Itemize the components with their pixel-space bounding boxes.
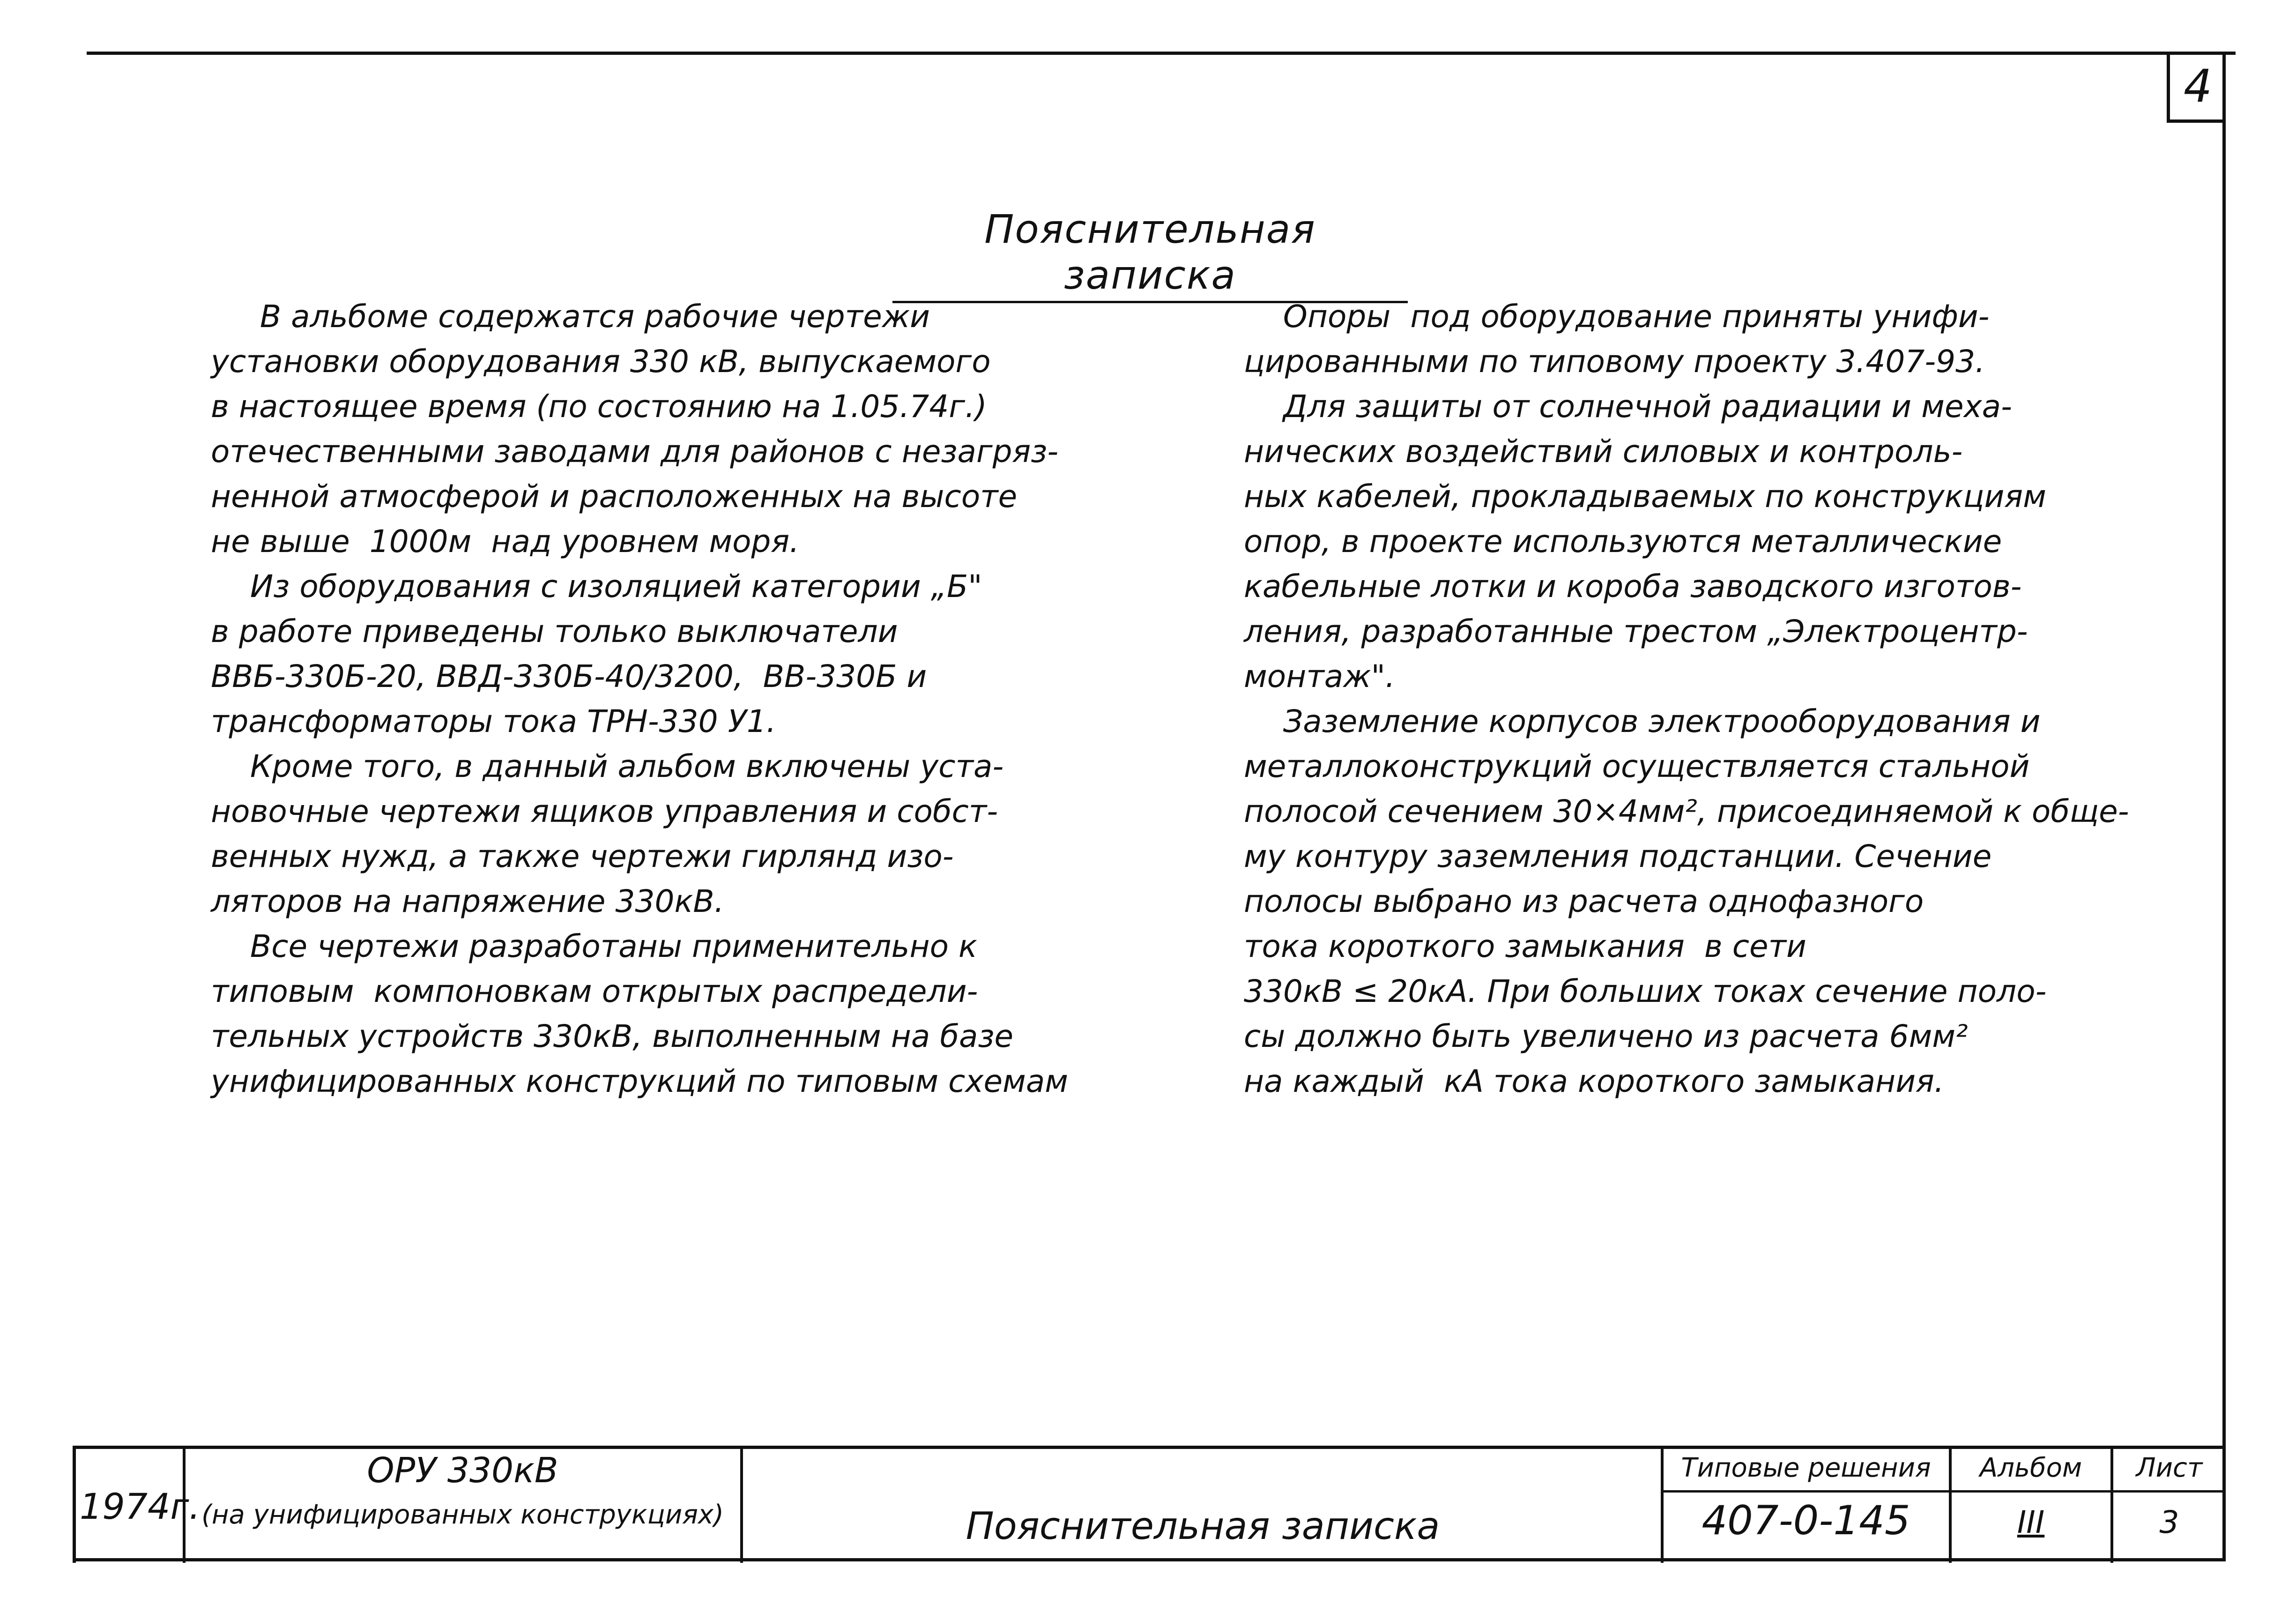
project-subtitle: (на унифицированных конструкциях) (201, 1500, 724, 1530)
right-column-line: тока короткого замыкания в сети (1244, 928, 1806, 964)
right-column-line: нических воздействий силовых и контроль- (1244, 433, 1963, 470)
title-block-divider-project (740, 1446, 743, 1563)
title-block-label-row-line (1661, 1490, 2226, 1493)
right-column-line: цированными по типовому проекту 3.407-93. (1244, 343, 1985, 380)
left-column-line: тельных устройств 330кВ, выполненным на базе (211, 1018, 1014, 1054)
series-number: 407-0-145 (1702, 1497, 1910, 1544)
right-column-line: на каждый кА тока короткого замыкания. (1244, 1063, 1944, 1099)
left-column-line: Из оборудования с изоляцией категории „Б" (211, 568, 982, 605)
right-column-line: металлоконструкций осуществляется стальной (1244, 748, 2030, 784)
right-column-line: кабельные лотки и короба заводского изготов- (1244, 568, 2022, 605)
left-column-line: ненной атмосферой и расположенных на высоте (211, 478, 1018, 515)
left-column-line: ляторов на напряжение 330кВ. (211, 883, 724, 919)
album-label: Альбом (1979, 1453, 2082, 1483)
right-column-line: ления, разработанные трестом „Электроцентр- (1244, 613, 2028, 649)
right-column-line: полосой сечением 30×4мм², присоединяемой к обще- (1244, 793, 2129, 829)
right-column-line: опор, в проекте используются металлические (1244, 523, 2002, 560)
right-column-line: 330кВ ≤ 20кА. При больших токах сечение поло- (1244, 973, 2047, 1009)
right-text-column (1244, 294, 2134, 1104)
left-column-line: отечественными заводами для районов с незагряз- (211, 433, 1059, 470)
right-column-line: сы должно быть увеличено из расчета 6мм² (1244, 1018, 1968, 1054)
left-column-line: унифицированных конструкций по типовым схемам (211, 1063, 1069, 1099)
sheet-number: 3 (2159, 1504, 2179, 1540)
document-title: Пояснительная записка (966, 1504, 1440, 1548)
left-column-line: В альбоме содержатся рабочие чертежи (211, 299, 930, 335)
left-column-line: венных нужд, а также чертежи гирлянд изо- (211, 838, 954, 874)
page-title: Пояснительная записка (892, 206, 1408, 303)
left-column-line: в настоящее время (по состоянию на 1.05.74г.) (211, 388, 987, 425)
left-column-line: Все чертежи разработаны применительно к (211, 928, 977, 964)
right-column-line: Для защиты от солнечной радиации и меха- (1244, 388, 2012, 425)
left-column-line: установки оборудования 330 кВ, выпускаемого (211, 343, 991, 380)
right-column-line: му контуру заземления подстанции. Сечение (1244, 838, 1992, 874)
sheet-label: Лист (2136, 1453, 2203, 1483)
right-column-line: полосы выбрано из расчета однофазного (1244, 883, 1924, 919)
left-column-line: типовым компоновкам открытых распредели- (211, 973, 978, 1009)
right-column-line: Опоры под оборудование приняты унифи- (1244, 299, 1990, 335)
right-column-line: монтаж". (1244, 658, 1396, 694)
album-number: III (2017, 1504, 2045, 1540)
right-column-line: Заземление корпусов электрооборудования и (1244, 703, 2041, 739)
project-name: ОРУ 330кВ (367, 1450, 558, 1491)
left-column-line: не выше 1000м над уровнем моря. (211, 523, 800, 560)
left-text-column (211, 294, 1101, 1104)
left-column-line: Кроме того, в данный альбом включены уста- (211, 748, 1004, 784)
left-column-line: трансформаторы тока ТРН-330 У1. (211, 703, 776, 739)
series-label: Типовые решения (1681, 1453, 1931, 1483)
title-block-left-border (73, 1446, 76, 1563)
year-label: 1974г. (80, 1486, 201, 1527)
left-column-line: ВВБ-330Б-20, ВВД-330Б-40/3200, ВВ-330Б и (211, 658, 927, 694)
sheet-corner-number: 4 (2167, 52, 2226, 123)
left-column-line: в работе приведены только выключатели (211, 613, 898, 649)
left-column-line: новочные чертежи ящиков управления и собст- (211, 793, 998, 829)
right-column-line: ных кабелей, прокладываемых по конструкциям (1244, 478, 2046, 515)
title-block-top-line (73, 1446, 2226, 1449)
